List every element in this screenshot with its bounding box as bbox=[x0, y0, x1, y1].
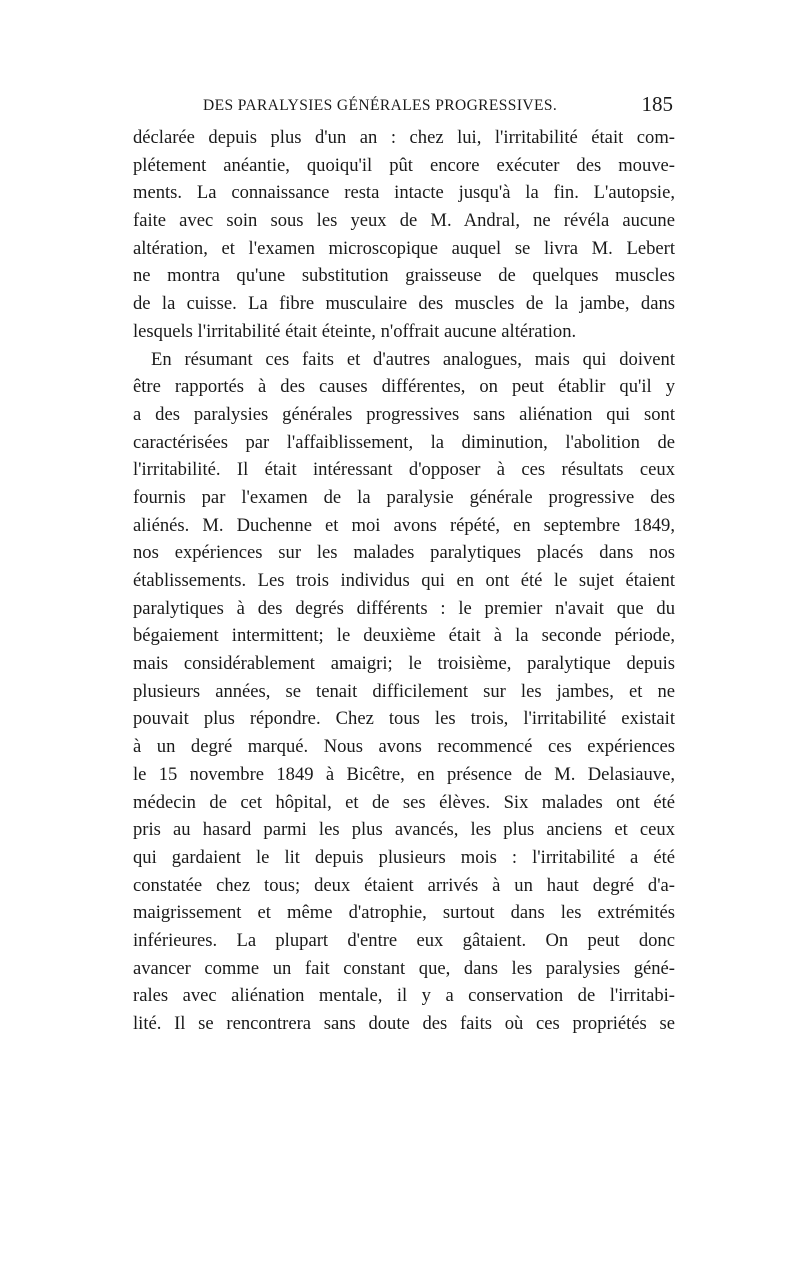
text-line: plétement anéantie, quoiqu'il pût encore exécuter des mouve- bbox=[133, 154, 675, 176]
text-line: nos expériences sur les malades paralytiques placés dans nos bbox=[133, 542, 675, 564]
text-line: ne montra qu'une substitution graisseuse de quelques muscles bbox=[133, 265, 675, 287]
running-head bbox=[203, 92, 673, 120]
text-line: de la cuisse. La fibre musculaire des muscles de la jambe, dans bbox=[133, 293, 675, 315]
text-line: qui gardaient le lit depuis plusieurs mois : l'irritabilité a été bbox=[133, 846, 675, 868]
text-line: plusieurs années, se tenait difficilement sur les jambes, et ne bbox=[133, 680, 675, 702]
text-line: à un degré marqué. Nous avons recommencé ces expériences bbox=[133, 736, 675, 758]
text-line: établissements. Les trois individus qui en ont été le sujet étaient bbox=[133, 570, 675, 591]
running-title: DES PARALYSIES GÉNÉRALES PROGRESSIVES. bbox=[203, 97, 558, 114]
text-line: rales avec aliénation mentale, il y a conservation de l'irritabi- bbox=[133, 985, 675, 1007]
text-line: l'irritabilité. Il était intéressant d'opposer à ces résultats ceux bbox=[133, 459, 675, 481]
text-line: le 15 novembre 1849 à Bicêtre, en présence de M. Delasiauve, bbox=[133, 763, 675, 785]
text-line: mais considérablement amaigri; le troisième, paralytique depuis bbox=[133, 653, 675, 675]
body-text bbox=[133, 124, 675, 1038]
text-line: pouvait plus répondre. Chez tous les trois, l'irritabilité existait bbox=[133, 708, 675, 730]
text-line: lesquels l'irritabilité était éteinte, n'offrait aucune altération. bbox=[133, 320, 577, 342]
text-line: lité. Il se rencontrera sans doute des faits où ces propriétés se bbox=[133, 1013, 675, 1034]
text-line: déclarée depuis plus d'un an : chez lui, l'irritabilité était com- bbox=[133, 127, 675, 148]
text-line: aliénés. M. Duchenne et moi avons répété, en septembre 1849, bbox=[133, 514, 675, 536]
text-line: paralytiques à des degrés différents : le premier n'avait que du bbox=[133, 597, 675, 619]
text-line: maigrissement et même d'atrophie, surtout dans les extrémités bbox=[133, 902, 675, 924]
text-line: altération, et l'examen microscopique auquel se livra M. Lebert bbox=[133, 237, 675, 259]
text-line: être rapportés à des causes différentes, on peut établir qu'il y bbox=[133, 376, 675, 398]
text-line: a des paralysies générales progressives sans aliénation qui sont bbox=[133, 403, 675, 425]
page-number: 185 bbox=[641, 92, 673, 116]
text-line: pris au hasard parmi les plus avancés, les plus anciens et ceux bbox=[133, 819, 675, 841]
text-line: caractérisées par l'affaiblissement, la diminution, l'abolition de bbox=[133, 431, 675, 453]
text-line: ments. La connaissance resta intacte jusqu'à la fin. L'autopsie, bbox=[133, 182, 675, 204]
text-line: médecin de cet hôpital, et de ses élèves. Six malades ont été bbox=[133, 791, 675, 813]
text-line: fournis par l'examen de la paralysie générale progressive des bbox=[133, 486, 675, 508]
text-line: constatée chez tous; deux étaient arrivés à un haut degré d'a- bbox=[133, 874, 675, 896]
text-line: bégaiement intermittent; le deuxième était à la seconde période, bbox=[133, 625, 675, 647]
text-line: faite avec soin sous les yeux de M. Andral, ne révéla aucune bbox=[133, 210, 675, 232]
text-line: inférieures. La plupart d'entre eux gâtaient. On peut donc bbox=[133, 929, 675, 951]
text-line: En résumant ces faits et d'autres analogues, mais qui doivent bbox=[151, 348, 675, 370]
text-line: avancer comme un fait constant que, dans les paralysies géné- bbox=[133, 957, 675, 979]
